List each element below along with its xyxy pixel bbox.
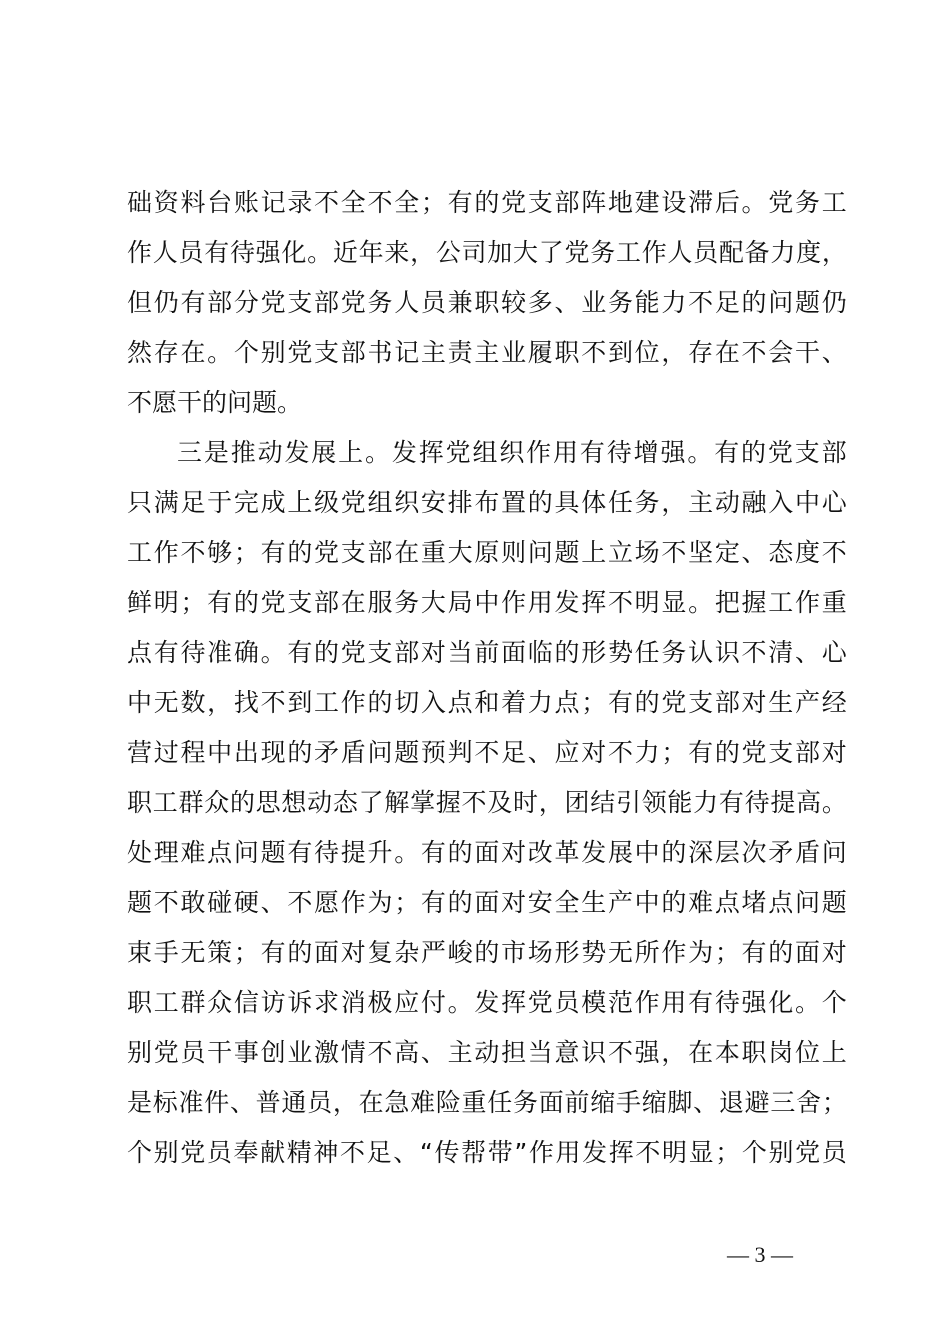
text-line: 营 过 程 中 出 现 的 矛 盾 问 题 预 判 不 足 、 应 对 不 力 ； 有 的 党 支 部 对 xyxy=(127,738,847,767)
text-line: 但 仍 有 部 分 党 支 部 党 务 人 员 兼 职 较 多 、 业 务 能 力 不 足 的 问 题 仍 xyxy=(127,288,847,317)
text-line: 点 有 待 准 确 。 有 的 党 支 部 对 当 前 面 临 的 形 势 任 务 认 识 不 清 、 心 xyxy=(127,638,847,667)
text-line: 题 不 敢 碰 硬 、 不 愿 作 为 ； 有 的 面 对 安 全 生 产 中 的 难 点 堵 点 问 题 xyxy=(127,888,847,917)
text-line: 束 手 无 策 ； 有 的 面 对 复 杂 严 峻 的 市 场 形 势 无 所 作 为 ； 有 的 面 对 xyxy=(127,938,847,967)
text-line: 然 存 在 。 个 别 党 支 部 书 记 主 责 主 业 履 职 不 到 位 ， 存 在 不 会 干 、 xyxy=(127,338,847,367)
page-number: — 3 — xyxy=(727,1242,793,1267)
text-line: 作 人 员 有 待 强 化 。 近 年 来 ， 公 司 加 大 了 党 务 工 作 人 员 配 备 力 度 ， xyxy=(127,238,847,267)
text-line: 职 工 群 众 的 思 想 动 态 了 解 掌 握 不 及 时 ， 团 结 引 领 能 力 有 待 提 高 。 xyxy=(127,788,847,817)
body-text xyxy=(127,178,847,1178)
text-line: 是 标 准 件 、 普 通 员 ， 在 急 难 险 重 任 务 面 前 缩 手 缩 脚 、 退 避 三 舍 ； xyxy=(127,1088,847,1117)
text-line: 只 满 足 于 完 成 上 级 党 组 织 安 排 布 置 的 具 体 任 务 ， 主 动 融 入 中 心 xyxy=(127,488,847,517)
text-line: 处 理 难 点 问 题 有 待 提 升 。 有 的 面 对 改 革 发 展 中 的 深 层 次 矛 盾 问 xyxy=(127,838,847,867)
text-line: 工 作 不 够 ； 有 的 党 支 部 在 重 大 原 则 问 题 上 立 场 不 坚 定 、 态 度 不 xyxy=(127,538,847,567)
text-line: 个 别 党 员 奉 献 精 神 不 足 、 “ 传 帮 带 ” 作 用 发 挥 不 明 显 ； 个 别 党 员 xyxy=(127,1138,847,1167)
text-line: 三 是 推 动 发 展 上 。 发 挥 党 组 织 作 用 有 待 增 强 。 有 的 党 支 部 xyxy=(177,438,847,467)
text-line: 职 工 群 众 信 访 诉 求 消 极 应 付 。 发 挥 党 员 模 范 作 用 有 待 强 化 。 个 xyxy=(127,988,847,1017)
text-line: 中 无 数 ， 找 不 到 工 作 的 切 入 点 和 着 力 点 ； 有 的 党 支 部 对 生 产 经 xyxy=(127,688,847,717)
text-line: 别 党 员 干 事 创 业 激 情 不 高 、 主 动 担 当 意 识 不 强 ， 在 本 职 岗 位 上 xyxy=(127,1038,847,1067)
text-line: 础 资 料 台 账 记 录 不 全 不 全 ； 有 的 党 支 部 阵 地 建 设 滞 后 。 党 务 工 xyxy=(127,188,847,217)
text-line: 不愿干的问题。 xyxy=(127,388,303,417)
text-line: 鲜 明 ； 有 的 党 支 部 在 服 务 大 局 中 作 用 发 挥 不 明 显 。 把 握 工 作 重 xyxy=(127,588,847,617)
